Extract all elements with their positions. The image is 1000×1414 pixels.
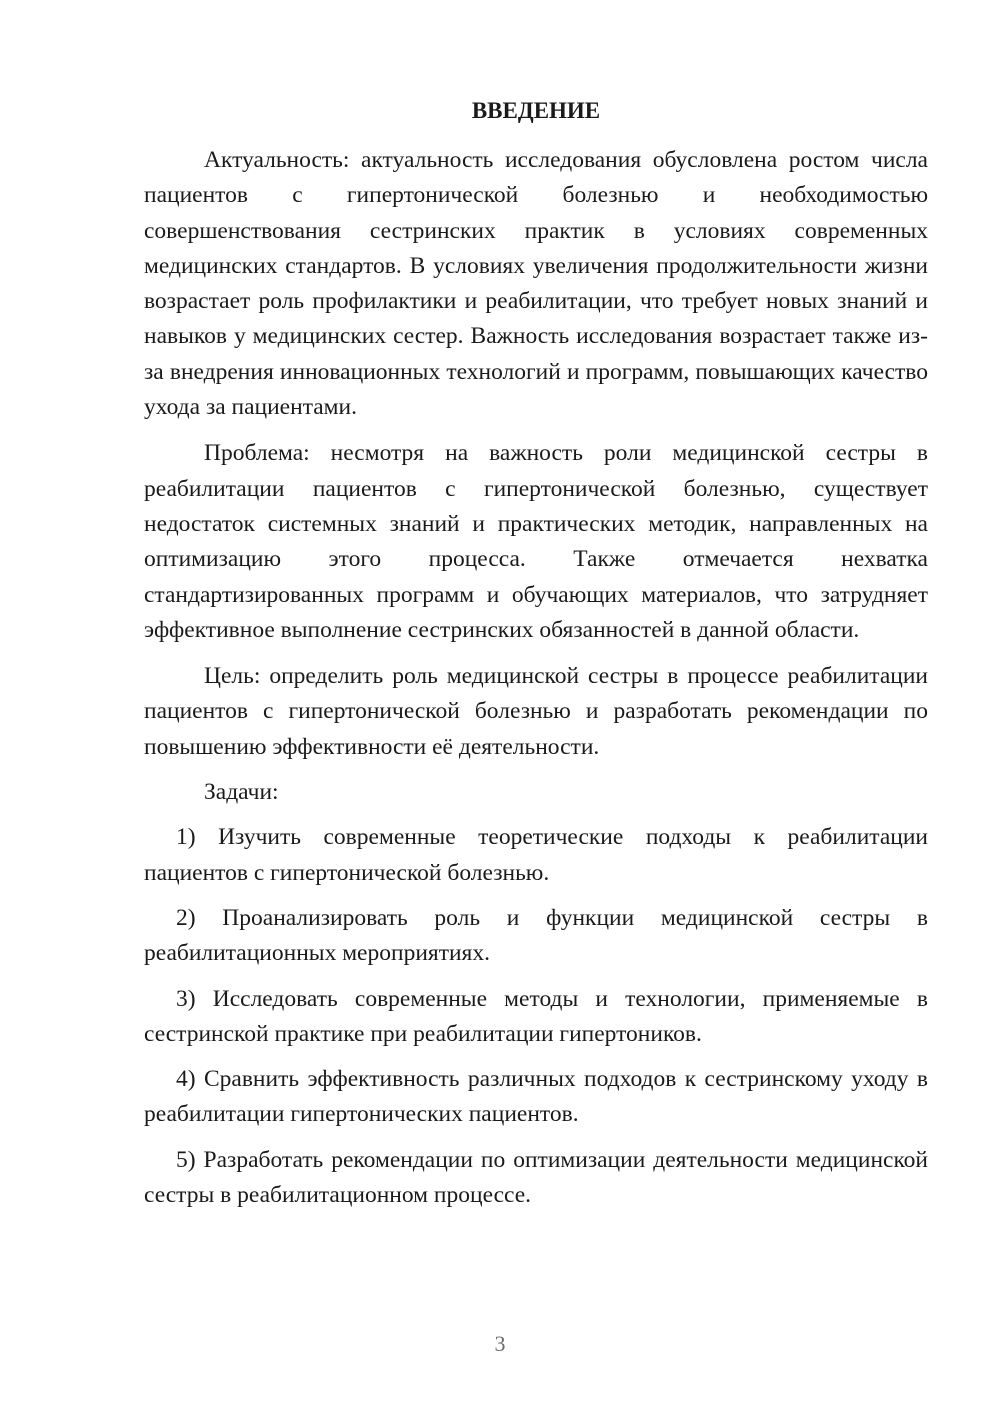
- relevance-paragraph: Актуальность: актуальность исследования обусловлена ростом числа пациентов с гипертонической болезнью и необходимостью совершенствования сестринских практик в условиях современных медицинских стандартов. В условиях увеличения продолжительности жизни возрастает роль профилактики и реабилитации, что требует новых знаний и навыков у медицинских сестер. Важность исследования возрастает также из-за внедрения инновационных технологий и программ, повышающих качество ухода за пациентами.: [144, 147, 928, 421]
- page-title: ВВЕДЕНИЕ: [471, 98, 601, 123]
- list-item: 5) Разработать рекомендации по оптимизации деятельности медицинской сестры в реабилитационном процессе.: [144, 1146, 928, 1209]
- tasks-list: [144, 820, 928, 1213]
- page-number: 3: [494, 1331, 506, 1356]
- list-item: 1) Изучить современные теоретические подходы к реабилитации пациентов с гипертонической болезнью.: [144, 824, 928, 886]
- goal-paragraph: Цель: определить роль медицинской сестры в процессе реабилитации пациентов с гипертонической болезнью и разработать рекомендации по повышению эффективности её деятельности.: [144, 663, 928, 760]
- document-page: [144, 95, 928, 1213]
- tasks-label: Задачи:: [204, 779, 279, 806]
- list-item: 2) Проанализировать роль и функции медицинской сестры в реабилитационных мероприятиях.: [144, 904, 928, 967]
- list-item: 4) Сравнить эффективность различных подходов к сестринскому уходу в реабилитации гипертонических пациентов.: [144, 1066, 928, 1128]
- problem-paragraph: Проблема: несмотря на важность роли медицинской сестры в реабилитации пациентов с гипертонической болезнью, существует недостаток системных знаний и практических методик, направленных на оптимизацию этого процесса. Также отмечается нехватка стандартизированных программ и обучающих материалов, что затрудняет эффективное выполнение сестринских обязанностей в данной области.: [144, 440, 928, 643]
- list-item: 3) Исследовать современные методы и технологии, применяемые в сестринской практике при реабилитации гипертоников.: [144, 985, 928, 1047]
